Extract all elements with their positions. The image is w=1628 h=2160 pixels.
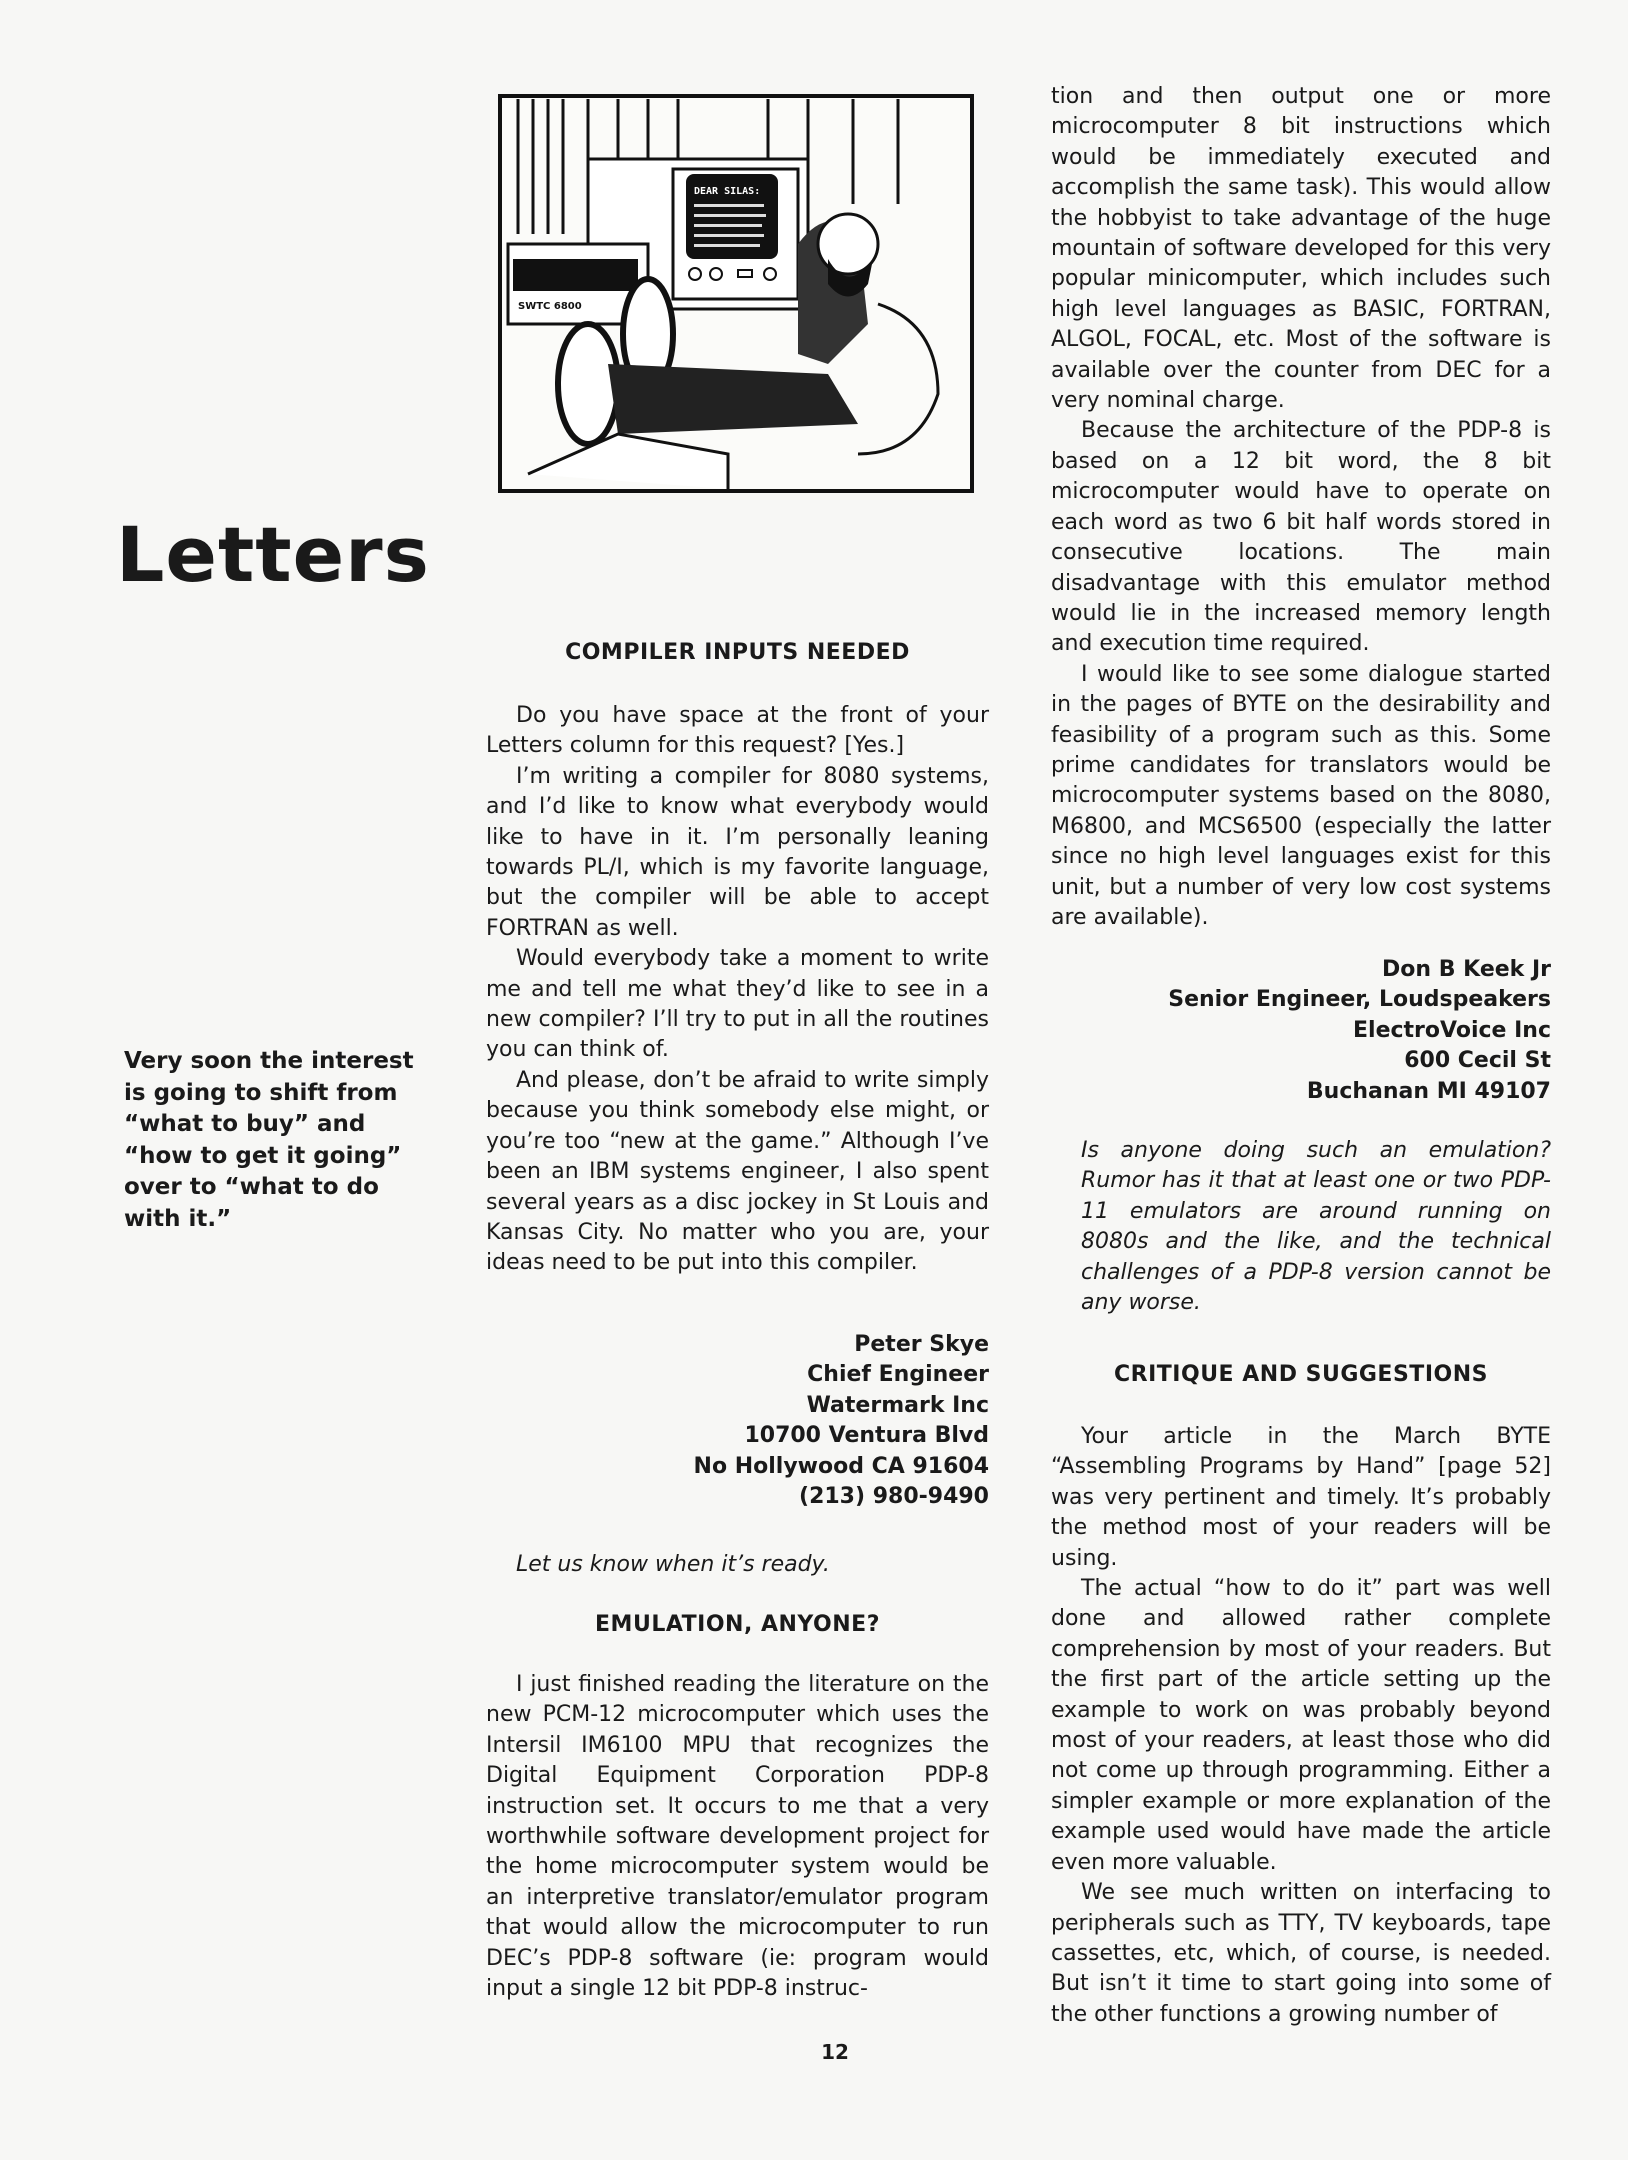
screen-text: DEAR SILAS: <box>694 186 761 197</box>
paragraph: Because the architecture of the PDP-8 is based on a 12 bit word, the 8 bit microcomputer would have to operate on each word as two 6 bit half words stored in consecutive locations. The main disadvantage with this emulator method would lie in the increased memory length and execution time required. <box>1051 418 1551 657</box>
signature-line: 600 Cecil St <box>1404 1048 1551 1074</box>
paragraph: And please, don’t be afraid to write simply because you think somebody else might, or you’re too “new at the game.” Although I’ve been an IBM systems engineer, I also spent several years as a disc jockey in St Louis and Kansas City. No matter who you are, your ideas need to be put into this compiler. <box>486 1067 989 1276</box>
paragraph: We see much written on interfacing to peripherals such as TTY, TV keyboards, tape cassettes, etc, which, of course, is needed. But isn’t it time to start going into some of the other functions a growing number of <box>1051 1880 1551 2027</box>
letter-critique-body <box>1051 1422 1551 2030</box>
signature-line: ElectroVoice Inc <box>1353 1017 1551 1043</box>
hobbyist-cartoon-image <box>498 94 974 493</box>
paragraph: tion and then output one or more microcomputer 8 bit instructions which would be immediately executed and accomplish the same task). This would allow the hobbyist to take advantage of the huge mountain of software developed for this very popular minicomputer, which includes such high level languages as BASIC, FORTRAN, ALGOL, FOCAL, etc. Most of the software is available over the counter from DEC for a very nominal charge. <box>1051 84 1551 414</box>
signature-line: Peter Skye <box>854 1332 989 1357</box>
page-number: 12 <box>821 2040 849 2064</box>
signature-line: No Hollywood CA 91604 <box>693 1453 989 1479</box>
editor-note: Let us know when it’s ready. <box>516 1552 830 1577</box>
letter-emulation-body <box>486 1670 989 2004</box>
signature-line: 10700 Ventura Blvd <box>744 1423 989 1449</box>
paragraph: The actual “how to do it” part was well done and allowed rather complete comprehension by most of your readers. But the first part of the article setting up the example to work on was probably beyond most of your readers, at least those who did not come up through programming. Either a simpler example or more explanation of the example used would have made the article even more valuable. <box>1051 1576 1551 1875</box>
pull-quote: Very soon the interest is going to shift from “what to buy” and “how to get it going” over to “what to do with it.” <box>124 1048 414 1232</box>
letter-emulation-body-continued <box>1051 82 1551 933</box>
letter-compiler-body <box>486 701 989 1279</box>
page-title: Letters <box>116 510 430 599</box>
device-label: SWTC 6800 <box>518 301 582 312</box>
paragraph: I would like to see some dialogue started in the pages of BYTE on the desirability and feasibility of a program such as this. Some prime candidates for translators would be microcomputer systems based on the 8080, M6800, and MCS6500 (especially the latter since no high level languages exist for this unit, but a number of very low cost systems are available). <box>1051 661 1551 930</box>
signature-don-keek <box>1051 955 1551 1107</box>
signature-line: Buchanan MI 49107 <box>1306 1078 1551 1104</box>
paragraph: I’m writing a compiler for 8080 systems, and I’d like to know what everybody would like to have in it. I’m personally leaning towards PL/I, which is my favorite language, but the compiler will be able to accept FORTRAN as well. <box>486 763 989 941</box>
editor-note: Is anyone doing such an emulation? Rumor has it that at least one or two PDP-11 emulators are around running on 8080s and the like, and the technical challenges of a PDP-8 version cannot be any worse. <box>1081 1138 1551 1316</box>
paragraph: Would everybody take a moment to write me and tell me what they’d like to see in a new compiler? I’ll try to put in all the routines you can think of. <box>486 946 989 1063</box>
cartoon-illustration <box>498 94 974 493</box>
signature-line: Senior Engineer, Loudspeakers <box>1168 987 1551 1013</box>
signature-line: Watermark Inc <box>806 1392 989 1418</box>
heading-emulation: EMULATION, ANYONE? <box>595 1612 880 1637</box>
signature-line: (213) 980-9490 <box>799 1484 989 1510</box>
signature-peter-skye <box>486 1330 989 1512</box>
paragraph: I just finished reading the literature on the new PCM-12 microcomputer which uses the Intersil IM6100 MPU that recognizes the Digital Equipment Corporation PDP-8 instruction set. It occurs to me that a very worthwhile software development project for the home microcomputer system would be an interpretive translator/emulator program that would allow the microcomputer to run DEC’s PDP-8 software (ie: program would input a single 12 bit PDP-8 instruc- <box>486 1672 989 2002</box>
signature-line: Chief Engineer <box>807 1362 989 1388</box>
heading-critique: CRITIQUE AND SUGGESTIONS <box>1114 1362 1488 1387</box>
paragraph: Your article in the March BYTE “Assembling Programs by Hand” [page 52] was very pertinent and timely. It’s probably the method most of your readers will be using. <box>1051 1424 1551 1571</box>
heading-compiler-inputs: COMPILER INPUTS NEEDED <box>565 640 910 665</box>
paragraph: Do you have space at the front of your Letters column for this request? [Yes.] <box>486 703 989 759</box>
signature-line: Don B Keek Jr <box>1382 957 1551 982</box>
